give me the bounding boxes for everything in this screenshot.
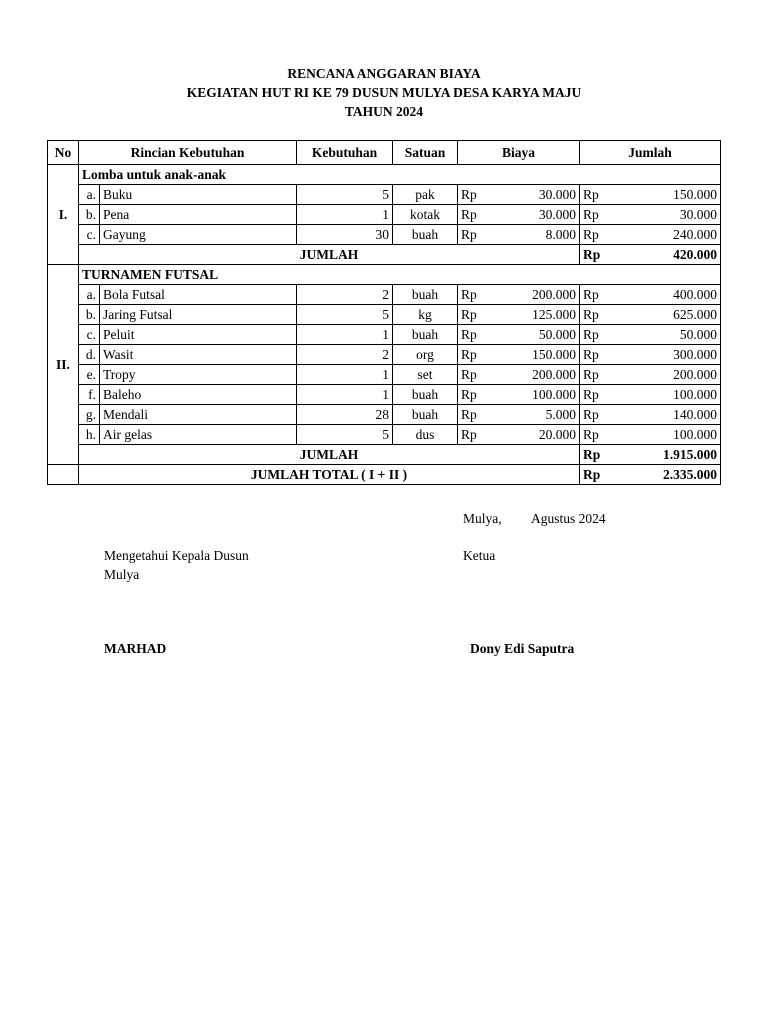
- item-price-currency: Rp: [458, 405, 493, 425]
- item-quantity: 1: [297, 385, 393, 405]
- col-header-biaya: Biaya: [458, 141, 580, 165]
- grand-total-label: JUMLAH TOTAL ( I + II ): [79, 465, 580, 485]
- table-row: [48, 305, 721, 325]
- item-price-currency: Rp: [458, 325, 493, 345]
- item-unit: buah: [393, 285, 458, 305]
- table-row: [48, 385, 721, 405]
- item-letter: h.: [79, 425, 100, 445]
- item-total-currency: Rp: [580, 405, 613, 425]
- table-row: [48, 225, 721, 245]
- item-price: 5.000: [493, 405, 580, 425]
- item-unit: dus: [393, 425, 458, 445]
- item-quantity: 1: [297, 365, 393, 385]
- grand-total-no: [48, 465, 79, 485]
- item-name: Bola Futsal: [100, 285, 297, 305]
- col-header-rincian: Rincian Kebutuhan: [79, 141, 297, 165]
- item-unit: set: [393, 365, 458, 385]
- item-price: 30.000: [493, 205, 580, 225]
- item-letter: c.: [79, 325, 100, 345]
- subtotal-currency: Rp: [580, 445, 613, 465]
- item-price: 200.000: [493, 285, 580, 305]
- right-signer-name: Dony Edi Saputra: [470, 641, 575, 656]
- table-row: [48, 365, 721, 385]
- section-title-row: [48, 165, 721, 185]
- table-row: [48, 405, 721, 425]
- item-price-currency: Rp: [458, 185, 493, 205]
- item-total-currency: Rp: [580, 285, 613, 305]
- item-name: Pena: [100, 205, 297, 225]
- table-header-row: [48, 141, 721, 165]
- item-total: 150.000: [613, 185, 721, 205]
- col-header-kebutuhan: Kebutuhan: [297, 141, 393, 165]
- item-total-currency: Rp: [580, 225, 613, 245]
- item-unit: kg: [393, 305, 458, 325]
- item-total-currency: Rp: [580, 345, 613, 365]
- item-total-currency: Rp: [580, 305, 613, 325]
- left-signer-role: Mengetahui Kepala Dusun: [104, 548, 249, 563]
- subtotal-label: JUMLAH: [79, 445, 580, 465]
- item-total: 400.000: [613, 285, 721, 305]
- item-price-currency: Rp: [458, 285, 493, 305]
- document-subtitle: KEGIATAN HUT RI KE 79 DUSUN MULYA DESA KARYA MAJU: [186, 85, 582, 100]
- subtotal-currency: Rp: [580, 245, 613, 265]
- item-name: Jaring Futsal: [100, 305, 297, 325]
- item-total-currency: Rp: [580, 385, 613, 405]
- item-total: 300.000: [613, 345, 721, 365]
- item-total-currency: Rp: [580, 365, 613, 385]
- item-letter: b.: [79, 205, 100, 225]
- item-letter: g.: [79, 405, 100, 425]
- item-letter: e.: [79, 365, 100, 385]
- item-unit: kotak: [393, 205, 458, 225]
- item-total: 140.000: [613, 405, 721, 425]
- col-header-no: No: [48, 141, 79, 165]
- document-year: TAHUN 2024: [344, 104, 424, 119]
- item-price: 8.000: [493, 225, 580, 245]
- item-letter: a.: [79, 185, 100, 205]
- budget-table: [47, 140, 721, 485]
- item-total: 625.000: [613, 305, 721, 325]
- item-price-currency: Rp: [458, 225, 493, 245]
- item-name: Tropy: [100, 365, 297, 385]
- item-price: 150.000: [493, 345, 580, 365]
- item-letter: f.: [79, 385, 100, 405]
- item-letter: b.: [79, 305, 100, 325]
- item-name: Mendali: [100, 405, 297, 425]
- item-total: 100.000: [613, 385, 721, 405]
- item-quantity: 5: [297, 305, 393, 325]
- item-unit: buah: [393, 225, 458, 245]
- section-title: Lomba untuk anak-anak: [79, 165, 721, 185]
- item-name: Gayung: [100, 225, 297, 245]
- item-price-currency: Rp: [458, 345, 493, 365]
- item-letter: c.: [79, 225, 100, 245]
- table-row: [48, 185, 721, 205]
- item-price-currency: Rp: [458, 385, 493, 405]
- left-signer-name: MARHAD: [104, 641, 167, 656]
- subtotal-value: 1.915.000: [613, 445, 721, 465]
- item-quantity: 1: [297, 325, 393, 345]
- section-number: II.: [48, 265, 79, 465]
- item-total-currency: Rp: [580, 205, 613, 225]
- item-name: Air gelas: [100, 425, 297, 445]
- item-total-currency: Rp: [580, 425, 613, 445]
- item-total: 200.000: [613, 365, 721, 385]
- item-quantity: 2: [297, 345, 393, 365]
- right-signer-role: Ketua: [463, 548, 496, 563]
- item-price: 30.000: [493, 185, 580, 205]
- left-signer-role-line2: Mulya: [104, 567, 140, 582]
- item-name: Peluit: [100, 325, 297, 345]
- col-header-jumlah: Jumlah: [580, 141, 721, 165]
- table-row: [48, 205, 721, 225]
- signature-place: Mulya,: [463, 511, 502, 526]
- item-letter: d.: [79, 345, 100, 365]
- item-unit: buah: [393, 405, 458, 425]
- item-total: 30.000: [613, 205, 721, 225]
- item-quantity: 28: [297, 405, 393, 425]
- item-price: 20.000: [493, 425, 580, 445]
- grand-total-currency: Rp: [580, 465, 613, 485]
- item-total: 100.000: [613, 425, 721, 445]
- item-name: Wasit: [100, 345, 297, 365]
- item-price-currency: Rp: [458, 365, 493, 385]
- item-price: 50.000: [493, 325, 580, 345]
- item-name: Buku: [100, 185, 297, 205]
- item-letter: a.: [79, 285, 100, 305]
- item-price-currency: Rp: [458, 205, 493, 225]
- signature-date: Agustus 2024: [531, 511, 606, 526]
- item-price: 200.000: [493, 365, 580, 385]
- item-unit: buah: [393, 325, 458, 345]
- subtotal-value: 420.000: [613, 245, 721, 265]
- subtotal-label: JUMLAH: [79, 245, 580, 265]
- item-price: 125.000: [493, 305, 580, 325]
- section-number: I.: [48, 165, 79, 265]
- table-row: [48, 345, 721, 365]
- item-unit: pak: [393, 185, 458, 205]
- grand-total-row: [48, 465, 721, 485]
- item-name: Baleho: [100, 385, 297, 405]
- col-header-satuan: Satuan: [393, 141, 458, 165]
- item-quantity: 5: [297, 185, 393, 205]
- item-price-currency: Rp: [458, 305, 493, 325]
- item-total: 240.000: [613, 225, 721, 245]
- item-quantity: 1: [297, 205, 393, 225]
- section-title: TURNAMEN FUTSAL: [79, 265, 721, 285]
- document-title: RENCANA ANGGARAN BIAYA: [287, 66, 481, 81]
- item-quantity: 30: [297, 225, 393, 245]
- grand-total-value: 2.335.000: [613, 465, 721, 485]
- subtotal-row: [48, 445, 721, 465]
- item-total-currency: Rp: [580, 185, 613, 205]
- item-quantity: 5: [297, 425, 393, 445]
- item-unit: org: [393, 345, 458, 365]
- table-row: [48, 425, 721, 445]
- item-quantity: 2: [297, 285, 393, 305]
- subtotal-row: [48, 245, 721, 265]
- item-price-currency: Rp: [458, 425, 493, 445]
- item-total-currency: Rp: [580, 325, 613, 345]
- table-row: [48, 285, 721, 305]
- item-total: 50.000: [613, 325, 721, 345]
- table-row: [48, 325, 721, 345]
- section-title-row: [48, 265, 721, 285]
- item-unit: buah: [393, 385, 458, 405]
- item-price: 100.000: [493, 385, 580, 405]
